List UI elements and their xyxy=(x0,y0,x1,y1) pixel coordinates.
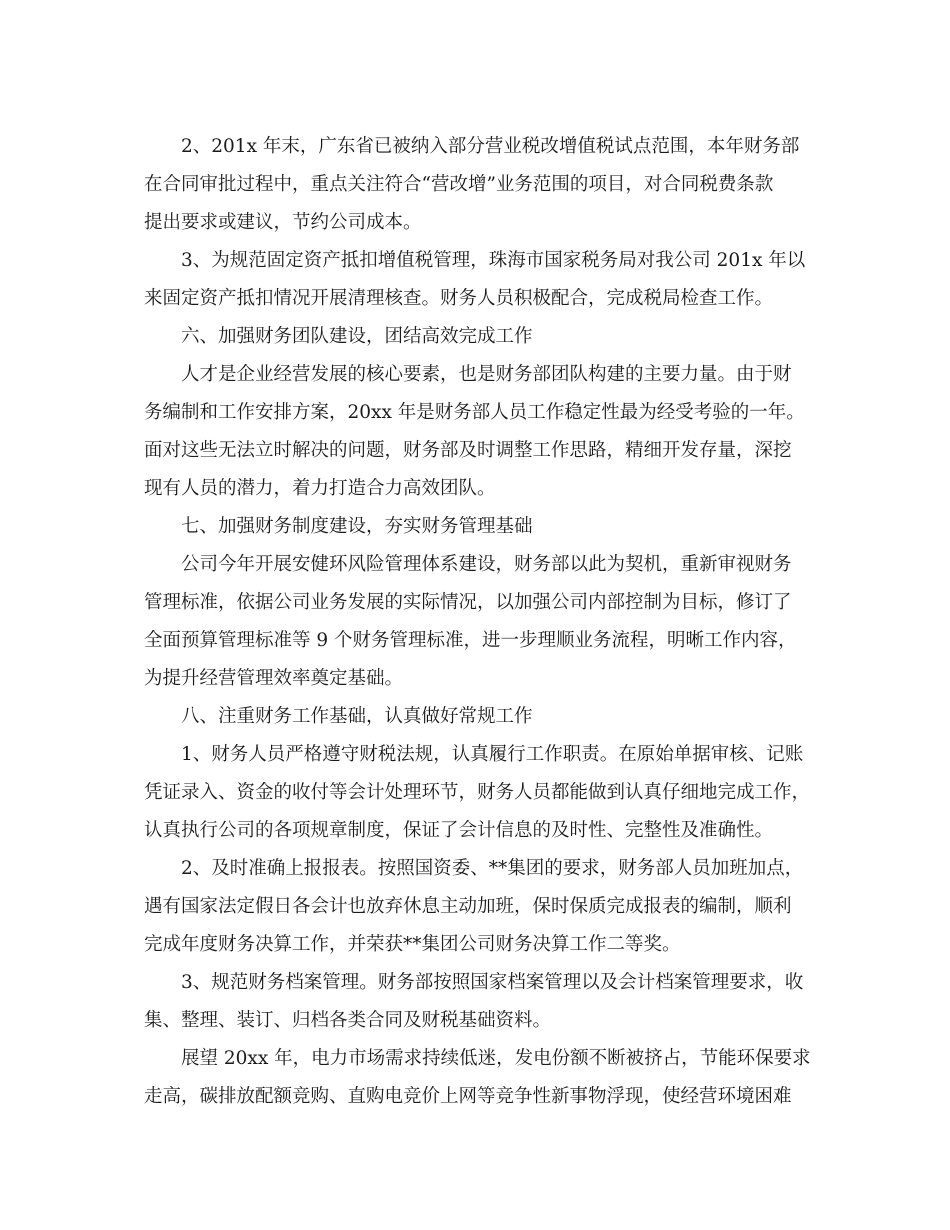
section-heading: 八、注重财务工作基础，认真做好常规工作 xyxy=(181,706,533,727)
section-heading: 七、加强财务制度建设，夯实财务管理基础 xyxy=(181,516,533,537)
text-line: 在合同审批过程中，重点关注符合“营改增”业务范围的项目，对合同税费条款 xyxy=(144,174,774,195)
text-line: 2、201x 年末，广东省已被纳入部分营业税改增值税试点范围，本年财务部 xyxy=(181,136,800,157)
text-line: 务编制和工作安排方案，20xx 年是财务部人员工作稳定性最为经受考验的一年。 xyxy=(144,402,805,423)
text-line: 集、整理、装订、归档各类合同及财税基础资料。 xyxy=(144,1010,552,1031)
text-line: 面对这些无法立时解决的问题，财务部及时调整工作思路，精细开发存量，深挖 xyxy=(144,440,792,461)
document-body xyxy=(144,128,811,1116)
section-heading: 六、加强财务团队建设，团结高效完成工作 xyxy=(181,326,533,347)
text-line: 完成年度财务决算工作，并荣获**集团公司财务决算工作二等奖。 xyxy=(144,934,681,955)
text-line: 3、为规范固定资产抵扣增值税管理，珠海市国家税务局对我公司 201x 年以 xyxy=(181,250,806,271)
text-line: 1、财务人员严格遵守财税法规，认真履行工作职责。在原始单据审核、记账 xyxy=(181,744,804,765)
text-line: 认真执行公司的各项规章制度，保证了会计信息的及时性、完整性及准确性。 xyxy=(144,820,774,841)
text-line: 全面预算管理标准等 9 个财务管理标准，进一步理顺业务流程，明晰工作内容， xyxy=(144,630,797,651)
text-line: 提出要求或建议，节约公司成本。 xyxy=(144,212,422,233)
text-line: 来固定资产抵扣情况开展清理核查。财务人员积极配合，完成税局检查工作。 xyxy=(144,288,774,309)
text-line: 凭证录入、资金的收付等会计处理环节，财务人员都能做到认真仔细地完成工作， xyxy=(144,782,811,803)
text-line: 管理标准，依据公司业务发展的实际情况，以加强公司内部控制为目标，修订了 xyxy=(144,592,792,613)
text-line: 人才是企业经营发展的核心要素，也是财务部团队构建的主要力量。由于财 xyxy=(181,364,792,385)
text-line: 2、及时准确上报报表。按照国资委、**集团的要求，财务部人员加班加点， xyxy=(181,858,804,879)
text-line: 展望 20xx 年，电力市场需求持续低迷，发电份额不断被挤占，节能环保要求 xyxy=(181,1048,811,1069)
text-line: 为提升经营管理效率奠定基础。 xyxy=(144,668,404,689)
text-line: 遇有国家法定假日各会计也放弃休息主动加班，保时保质完成报表的编制，顺利 xyxy=(144,896,792,917)
text-line: 公司今年开展安健环风险管理体系建设，财务部以此为契机，重新审视财务 xyxy=(181,554,792,575)
text-line: 走高，碳排放配额竞购、直购电竞价上网等竞争性新事物浮现，使经营环境困难 xyxy=(144,1086,792,1107)
text-line: 现有人员的潜力，着力打造合力高效团队。 xyxy=(144,478,496,499)
text-line: 3、规范财务档案管理。财务部按照国家档案管理以及会计档案管理要求，收 xyxy=(181,972,804,993)
